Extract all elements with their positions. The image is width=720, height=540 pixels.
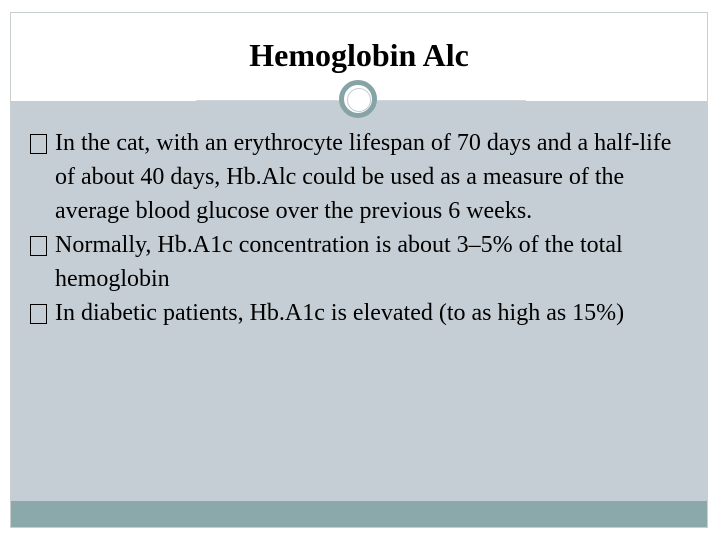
bullet-list: [30, 126, 690, 330]
missing-glyph-box-icon: [30, 236, 47, 256]
missing-glyph-box-icon: [30, 304, 47, 324]
bullet-text: In diabetic patients, Hb.A1c is elevated (to as high as 15%): [55, 300, 625, 326]
bullet-item: [30, 228, 690, 296]
missing-glyph-box-icon: [30, 134, 47, 154]
circle-ring-icon: [339, 80, 377, 118]
bullet-text: In the cat, with an erythrocyte lifespan of 70 days and a half-life of about 40 days, Hb.Alc could be used as a measure of the average blood glucose over the previous 6 weeks.: [55, 130, 672, 224]
bullet-text: Normally, Hb.A1c concentration is about 3–5% of the total hemoglobin: [55, 232, 623, 292]
bottom-accent-bar: [11, 501, 707, 527]
slide-title: Hemoglobin Alc: [249, 37, 469, 73]
bullet-item: [30, 296, 690, 330]
bullet-item: [30, 126, 690, 228]
